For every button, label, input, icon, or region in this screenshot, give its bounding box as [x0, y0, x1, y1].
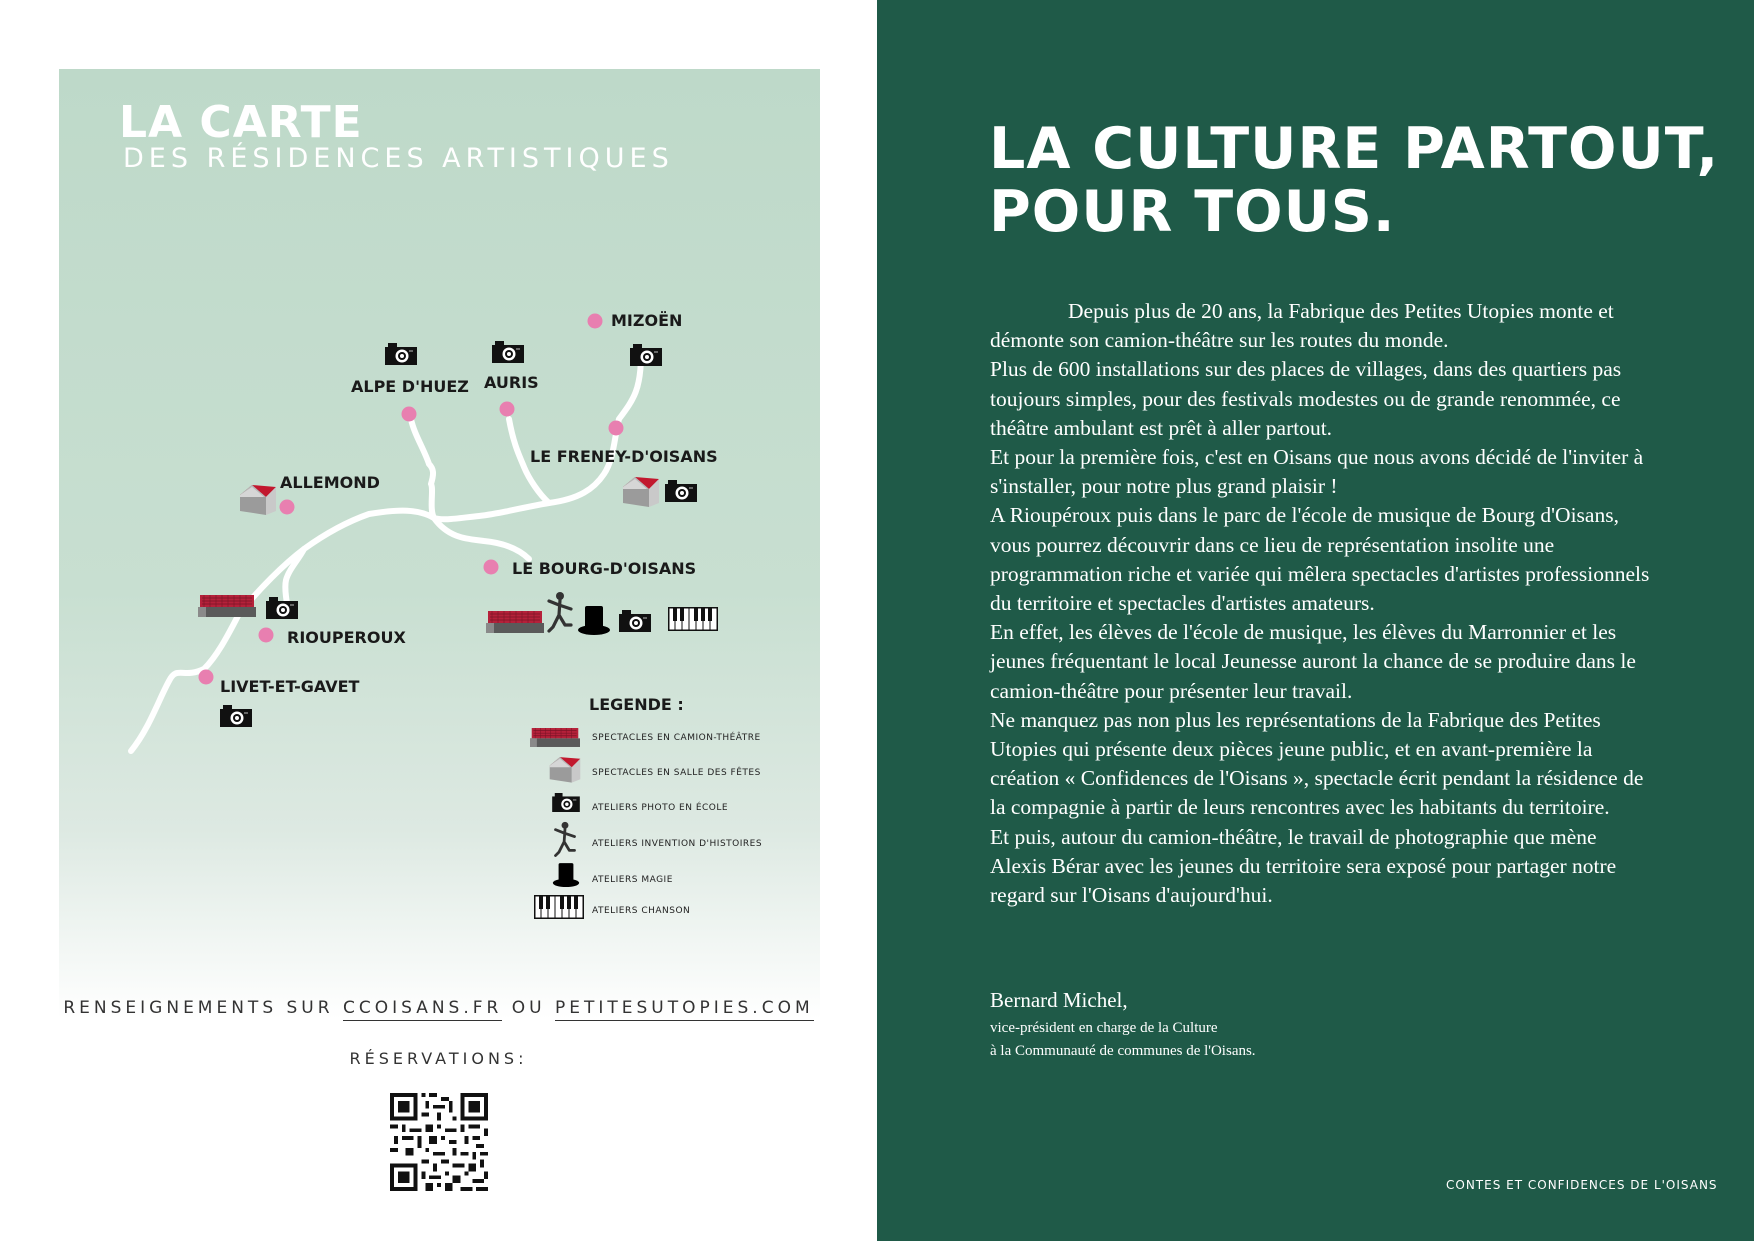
paragraph: Plus de 600 installations sur des places de villages, dans des quartiers pas toujours simples, pour des festivals modestes ou de grande renommée, ce théâtre ambulant est prêt à aller partout.: [990, 357, 1622, 440]
signature-name: Bernard Michel,: [990, 988, 1128, 1012]
dot-le-freney: [609, 421, 624, 436]
right-page: [877, 0, 1754, 1241]
legend-title: LEGENDE :: [589, 695, 684, 714]
camera-icon: [220, 705, 252, 727]
village-hall-icon: [621, 475, 661, 507]
theatre-truck-icon: [486, 611, 544, 633]
place-le-freney: LE FRENEY-D'OISANS: [530, 447, 718, 466]
link-ccoisans[interactable]: CCOISANS.FR: [343, 998, 502, 1021]
theatre-truck-icon: [530, 728, 580, 747]
camera-icon: [552, 793, 580, 812]
info-line: [0, 998, 877, 1018]
village-hall-icon: [548, 755, 582, 783]
camera-icon: [619, 610, 651, 632]
qr-code[interactable]: [390, 1093, 488, 1191]
map-subtitle: DES RÉSIDENCES ARTISTIQUES: [123, 143, 674, 174]
signature-role-line-2: à la Communauté de communes de l'Oisans.: [990, 1043, 1256, 1059]
place-alpe-dhuez: ALPE D'HUEZ: [351, 377, 469, 396]
dot-allemond: [280, 500, 295, 515]
legend-item: ATELIERS INVENTION D'HISTOIRES: [592, 839, 763, 849]
legend-item: SPECTACLES EN CAMION-THÉÂTRE: [592, 733, 761, 743]
place-livet: LIVET-ET-GAVET: [220, 677, 360, 696]
dot-le-bourg: [484, 560, 499, 575]
dot-livet: [199, 670, 214, 685]
signature-role-line-1: vice-président en charge de la Culture: [990, 1020, 1218, 1036]
camera-icon: [385, 343, 417, 365]
piano-keys-icon: [668, 607, 718, 631]
heading-line-2: POUR TOUS.: [989, 179, 1396, 245]
paragraph: Ne manquez pas non plus les représentations de la Fabrique des Petites Utopies qui présente deux pièces jeune public, et en avant-première la création « Confidences de l'Oisans », spectacle écrit pendant la résidence de la compagnie à partir de leurs rencontres avec les habitants du territoire.: [990, 707, 1644, 820]
paragraph: Et puis, autour du camion-théâtre, le travail de photographie que mène Alexis Bérar avec les jeunes du territoire sera exposé pour partager notre regard sur l'Oisans d'aujourd'hui.: [990, 824, 1617, 908]
paragraph: En effet, les élèves de l'école de musique, les élèves du Marronnier et les jeunes fréquentant le local Jeunesse auront la chance de se produire dans le camion-théâtre pour présenter leur travail.: [990, 620, 1636, 703]
page-footer: CONTES ET CONFIDENCES DE L'OISANS: [1446, 1178, 1718, 1192]
legend-item: ATELIERS MAGIE: [592, 875, 673, 885]
map-roads: [59, 69, 820, 1019]
dot-auris: [500, 402, 515, 417]
dancer-icon: [552, 821, 578, 859]
article-body: [990, 297, 1650, 910]
article-heading: [989, 118, 1719, 244]
camera-icon: [630, 344, 662, 366]
place-le-bourg: LE BOURG-D'OISANS: [512, 559, 697, 578]
top-hat-icon: [577, 606, 611, 636]
village-hall-icon: [238, 483, 278, 515]
legend-item: ATELIERS PHOTO EN ÉCOLE: [592, 803, 729, 813]
map-title: LA CARTE: [119, 97, 363, 148]
reservations-label: RÉSERVATIONS:: [349, 1049, 528, 1068]
place-allemond: ALLEMOND: [280, 473, 380, 492]
paragraph: Depuis plus de 20 ans, la Fabrique des Petites Utopies monte et démonte son camion-théâtre sur les routes du monde.: [990, 299, 1614, 353]
dot-alpe-dhuez: [402, 407, 417, 422]
link-petitesutopies[interactable]: PETITESUTOPIES.COM: [555, 998, 814, 1021]
info-or: OU: [511, 998, 546, 1018]
paragraph: A Rioupéroux puis dans le parc de l'école de musique de Bourg d'Oisans, vous pourrez découvrir dans ce lieu de représentation insolite une programmation riche et variée qui mêlera spectacles d'artistes professionnels du territoire et spectacles d'artistes amateurs.: [990, 503, 1650, 616]
place-riouperoux: RIOUPEROUX: [287, 628, 406, 647]
place-auris: AURIS: [484, 373, 539, 392]
legend-item: ATELIERS CHANSON: [592, 906, 691, 916]
dot-mizoen: [588, 314, 603, 329]
legend-item: SPECTACLES EN SALLE DES FÊTES: [592, 768, 761, 778]
camera-icon: [266, 597, 298, 619]
heading-line-1: LA CULTURE PARTOUT,: [989, 116, 1720, 182]
camera-icon: [665, 480, 697, 502]
piano-keys-icon: [534, 895, 584, 919]
paragraph: Et pour la première fois, c'est en Oisans que nous avons décidé de l'inviter à s'installer, pour notre plus grand plaisir !: [990, 445, 1644, 499]
place-mizoen: MIZOËN: [611, 311, 683, 330]
dot-riouperoux: [259, 628, 274, 643]
signature-role: [990, 1017, 1256, 1063]
info-prefix: RENSEIGNEMENTS SUR: [63, 998, 334, 1018]
theatre-truck-icon: [198, 595, 256, 617]
map-panel: [59, 69, 820, 1019]
camera-icon: [492, 341, 524, 363]
dancer-icon: [545, 591, 575, 635]
top-hat-icon: [552, 863, 580, 888]
